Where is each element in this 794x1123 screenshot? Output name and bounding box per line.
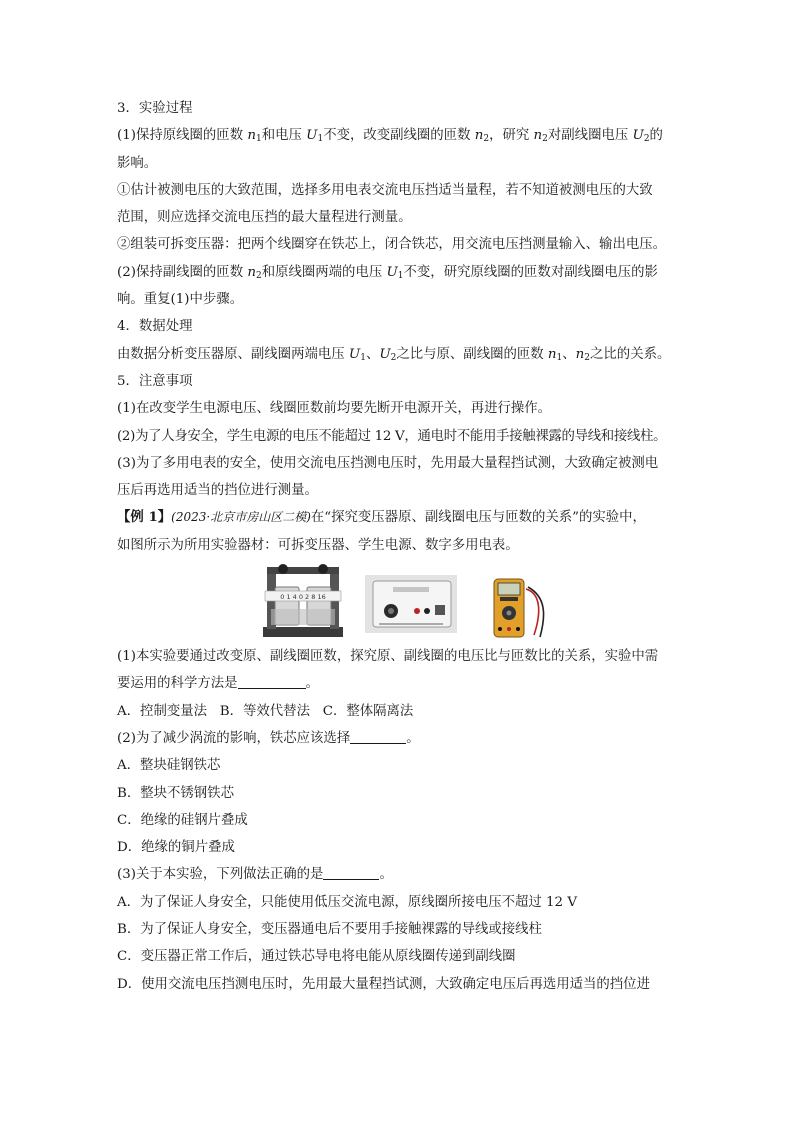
procedure-step-2: (2)保持副线圈的匝数 $n_2$和原线圈两端的电压 $U_1$不变，研究原线圈的匝数对副线圈电压的影 xyxy=(117,264,658,281)
substep-1-line-2: 范围，则应选择交流电压挡的最大量程进行测量。 xyxy=(117,210,412,226)
question-1-line-2: 要运用的科学方法是 。 xyxy=(117,676,319,692)
note-3-line-1: (3)为了多用电表的安全，使用交流电压挡测电压时，先用最大量程挡试测，大致确定被测电 xyxy=(117,455,659,471)
equipment-figures xyxy=(117,563,683,643)
note-3-line-2: 压后再选用适当的挡位进行测量。 xyxy=(117,483,318,499)
note-2: (2)为了人身安全，学生电源的电压不能超过 12 V，通电时不能用手接触裸露的导线和接线柱。 xyxy=(117,428,667,444)
example-intro-cont: 如图所示为所用实验器材：可拆变压器、学生电源、数字多用电表。 xyxy=(117,537,519,553)
answer-blank-2[interactable] xyxy=(350,729,406,744)
answer-blank-3[interactable] xyxy=(323,865,379,880)
question-2-option-d: D．绝缘的铜片叠成 xyxy=(117,840,235,856)
question-1-options: A．控制变量法 B．等效代替法 C．整体隔离法 xyxy=(117,703,414,719)
section-3-heading: 3．实验过程 xyxy=(117,101,193,116)
note-1: (1)在改变学生电源电压、线圈匝数前均要先断开电源开关，再进行操作。 xyxy=(117,401,552,417)
question-2-option-a: A．整块硅钢铁芯 xyxy=(117,758,221,774)
transformer-scale-label: 0 1 4 0 2 8 16 xyxy=(280,593,326,602)
procedure-step-2-cont: 响。重复(1)中步骤。 xyxy=(117,292,244,308)
multimeter-image xyxy=(480,575,550,641)
question-3-option-a: A．为了保证人身安全，只能使用低压交流电源，原线圈所接电压不超过 12 V xyxy=(117,894,577,910)
example-source: (2023·北京市房山区二模) xyxy=(171,510,311,525)
data-processing-text: 由数据分析变压器原、副线圈两端电压 $U_1$、$U_2$之比与原、副线圈的匝数 $n_1$、$n_2$之比的关系。 xyxy=(117,346,671,363)
power-supply-image xyxy=(365,575,457,633)
question-3-option-d: D．使用交流电压挡测电压时，先用最大量程挡试测，大致确定电压后再选用适当的挡位进 xyxy=(117,976,650,992)
question-3-option-c: C．变压器正常工作后，通过铁芯导电将电能从原线圈传递到副线圈 xyxy=(117,949,516,965)
section-4-heading: 4．数据处理 xyxy=(117,319,193,335)
substep-2: ②组装可拆变压器：把两个线圈穿在铁芯上，闭合铁芯，用交流电压挡测量输入、输出电压。 xyxy=(117,237,667,253)
section-5-heading: 5．注意事项 xyxy=(117,373,193,389)
procedure-step-1-cont: 影响。 xyxy=(117,155,158,171)
question-1-line-1: (1)本实验要通过改变原、副线圈匝数，探究原、副线圈的电压比与匝数比的关系，实验中需 xyxy=(117,649,659,665)
answer-blank-1[interactable] xyxy=(238,674,306,689)
document-body xyxy=(117,95,683,998)
example-tag: 【例 1】 xyxy=(117,509,172,526)
question-2-option-c: C．绝缘的硅钢片叠成 xyxy=(117,812,248,828)
question-2: (2)为了减少涡流的影响，铁芯应该选择 。 xyxy=(117,730,420,746)
question-3-option-b: B．为了保证人身安全，变压器通电后不要用手接触裸露的导线或接线柱 xyxy=(117,922,542,938)
procedure-step-1: (1)保持原线圈的匝数 $n_1$和电压 $U_1$不变，改变副线圈的匝数 $n_2$，研究 $n_2$对副线圈电压 $U_2$的 xyxy=(117,128,663,145)
substep-1-line-1: ①估计被测电压的大致范围，选择多用电表交流电压挡适当量程，若不知道被测电压的大致 xyxy=(117,182,653,198)
question-2-option-b: B．整块不锈钢铁芯 xyxy=(117,785,234,801)
example-header: 【例 1】(2023·北京市房山区二模)在“探究变压器原、副线圈电压与匝数的关系”的实验中， xyxy=(117,509,646,526)
question-3: (3)关于本实验，下列做法正确的是 。 xyxy=(117,867,393,883)
transformer-image xyxy=(261,563,345,641)
